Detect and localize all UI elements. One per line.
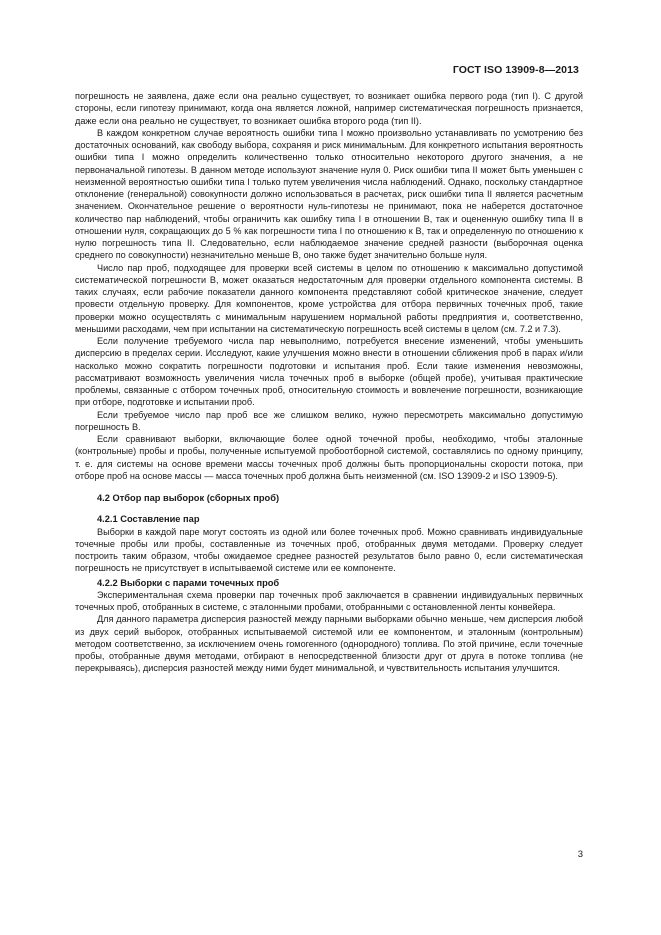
paragraph: Если сравнивают выборки, включающие более одной точечной пробы, необходимо, чтобы эталонные (контрольные) пробы и пробы, полученные испытуемой пробоотборной системой, составлялись по одному принципу, т. е. для системы на основе времени массы точечных проб должны быть пропорциональны скорости потока, при отборе проб на основе массы — масса точечных проб должна быть неизменной (см. ISO 13909-2 и ISO 13909-5). xyxy=(75,434,583,481)
paragraph: В каждом конкретном случае вероятность ошибки типа I можно произвольно устанавливать по усмотрению без достаточных оснований, как свободу выбора, сохраняя и риск минимальным. Для конкретного испытания вероятность ошибки типа I можно определить количественно только относительно некоторого другого значения, а не первоначальной гипотезы. В данном методе используют значение нуля 0. Риск ошибки типа II может быть уменьшен с неизменной вероятностью ошибки типа I только путем увеличения числа наблюдений. Однако, поскольку стандартное отклонение (генеральной) совокупности должно использоваться в расчетах, риск ошибки типа II является расчетным значением. Окончательное решение о вероятности нуль-гипотезы не принимают, пока не наберется достаточное количество пар наблюдений, чтобы ограничить как ошибку типа I в отношении B, так и оцененную ошибку типа II в отношении нуля, сокращающих до 5 % как погрешности типа I по отношению к B, так и определенную по отношению к нулю погрешность типа II. Следовательно, если наблюдаемое значение средней разности (выборочная оценка среднего по совокупности) незначительно меньше B, оно также будет значительно больше нуля. xyxy=(75,127,583,261)
document-body xyxy=(75,90,583,675)
paragraph: Для данного параметра дисперсия разностей между парными выборками обычно меньше, чем дисперсия любой из двух серий выборок, отобранных испытываемой системой или ее компонентом, и эталонным (контрольным) методом соответственно, за исключением очень гомогенного (однородного) топлива. По этой причине, если точечные пробы, отобранные двумя методами, отбирают в непосредственной близости друг от друга в потоке топлива (не перекрываясь), дисперсия разностей между ними будет минимальной, и чувствительность испытания улучшится. xyxy=(75,614,583,674)
paragraph: Число пар проб, подходящее для проверки всей системы в целом по отношению к максимально допустимой систематической погрешности B, может оказаться недостаточным для проверки отдельного компонента системы. В таких случаях, если рабочие показатели данного компонента представляют собой критическое значение, следует провести отдельную проверку. Для компонентов, кроме устройства для отбора первичных точечных проб, такие проверки можно осуществлять с минимальным нарушением нормальной работы предприятия и, соответственно, меньшими расходами, чем при испытании на систематическую погрешность всей системы в целом (см. 7.2 и 7.3). xyxy=(75,262,583,334)
paragraph: Экспериментальная схема проверки пар точечных проб заключается в сравнении индивидуальных первичных точечных проб, отобранных в системе, с эталонными пробами, отобранными с остановленной ленты конвейера. xyxy=(75,589,583,612)
paragraph: Выборки в каждой паре могут состоять из одной или более точечных проб. Можно сравнивать индивидуальные точечные пробы или пробы, составленные из точечных проб, отобранных двумя методами. Проверку следует построить таким образом, чтобы ожидаемое среднее разностей результатов было равно 0, если систематическая погрешность не присутствует в испытываемой системе или ее компоненте. xyxy=(75,526,583,574)
standard-header: ГОСТ ISO 13909-8—2013 xyxy=(452,64,579,76)
section-heading-4-2-2: 4.2.2 Выборки с парами точечных проб xyxy=(97,577,280,588)
paragraph: Если получение требуемого числа пар невыполнимо, потребуется внесение изменений, чтобы уменьшить дисперсию в пределах серии. Исследуют, какие улучшения можно внести в отношении сближения проб в парах и/или насколько можно сократить погрешности подготовки и испытания проб. Если такие изменения невозможны, рассматривают возможность увеличения числа точечных проб в выборке (общей пробе), учитывая практические проблемы, связанные с отбором точечных проб, относительную стоимость и вовлечение погрешности, возникающие при отборе, подготовке и испытании проб. xyxy=(75,336,583,408)
paragraph: погрешность не заявлена, даже если она реально существует, то возникает ошибка первого рода (тип I). С другой стороны, если гипотезу принимают, когда она является ложной, например систематическая погрешность признается, даже если она реально не существует, то возникает ошибка второго рода (тип II). xyxy=(75,91,583,126)
paragraph: Если требуемое число пар проб все же слишком велико, нужно пересмотреть максимально допустимую погрешность B. xyxy=(75,409,583,432)
page-number: 3 xyxy=(577,849,583,860)
section-heading-4-2: 4.2 Отбор пар выборок (сборных проб) xyxy=(97,493,280,503)
section-heading-4-2-1: 4.2.1 Составление пар xyxy=(97,514,200,525)
